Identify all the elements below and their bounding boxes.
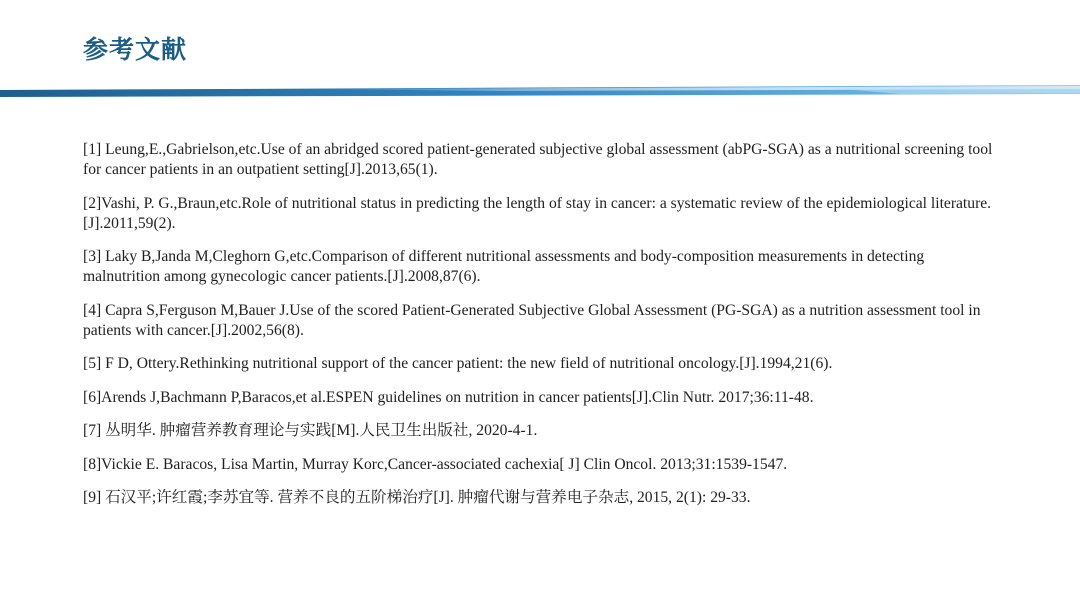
- page-title: 参考文献: [83, 35, 188, 64]
- reference-item: [6]Arends J,Bachmann P,Baracos,et al.ESPEN guidelines on nutrition in cancer patients[J].Clin Nutr. 2017;36:11-48.: [83, 388, 814, 406]
- reference-item: [1] Leung,E.,Gabrielson,etc.Use of an abridged scored patient-generated subjective global assessment (abPG-SGA) as a nutritional screening tool for cancer patients in an outpatient setting[J].2013,65(1).: [83, 141, 993, 178]
- reference-item: [4] Capra S,Ferguson M,Bauer J.Use of the scored Patient-Generated Subjective Global Assessment (PG-SGA) as a nutrition assessment tool in patients with cancer.[J].2002,56(8).: [83, 301, 981, 339]
- reference-item: [2]Vashi, P. G.,Braun,etc.Role of nutritional status in predicting the length of stay in cancer: a systematic review of the epidemiological literature.[J].2011,59(2).: [83, 194, 992, 232]
- reference-item: [3] Laky B,Janda M,Cleghorn G,etc.Comparison of different nutritional assessments and body-composition measurements in detecting malnutrition among gynecologic cancer patients.[J].2008,87(6).: [83, 248, 925, 285]
- reference-item: [8]Vickie E. Baracos, Lisa Martin, Murray Korc,Cancer-associated cachexia[ J] Clin Oncol. 2013;31:1539-1547.: [83, 455, 788, 473]
- reference-item: [9] 石汉平;许红霞;李苏宜等. 营养不良的五阶梯治疗[J]. 肿瘤代谢与营养电子杂志, 2015, 2(1): 29-33.: [83, 489, 751, 506]
- reference-item: [5] F D, Ottery.Rethinking nutritional support of the cancer patient: the new field of nutritional oncology.[J].1994,21(6).: [83, 355, 833, 372]
- header-band: [0, 84, 1080, 100]
- reference-item: [7] 丛明华. 肿瘤营养教育理论与实践[M].人民卫生出版社, 2020-4-1.: [83, 422, 538, 439]
- reference-list: [83, 140, 998, 522]
